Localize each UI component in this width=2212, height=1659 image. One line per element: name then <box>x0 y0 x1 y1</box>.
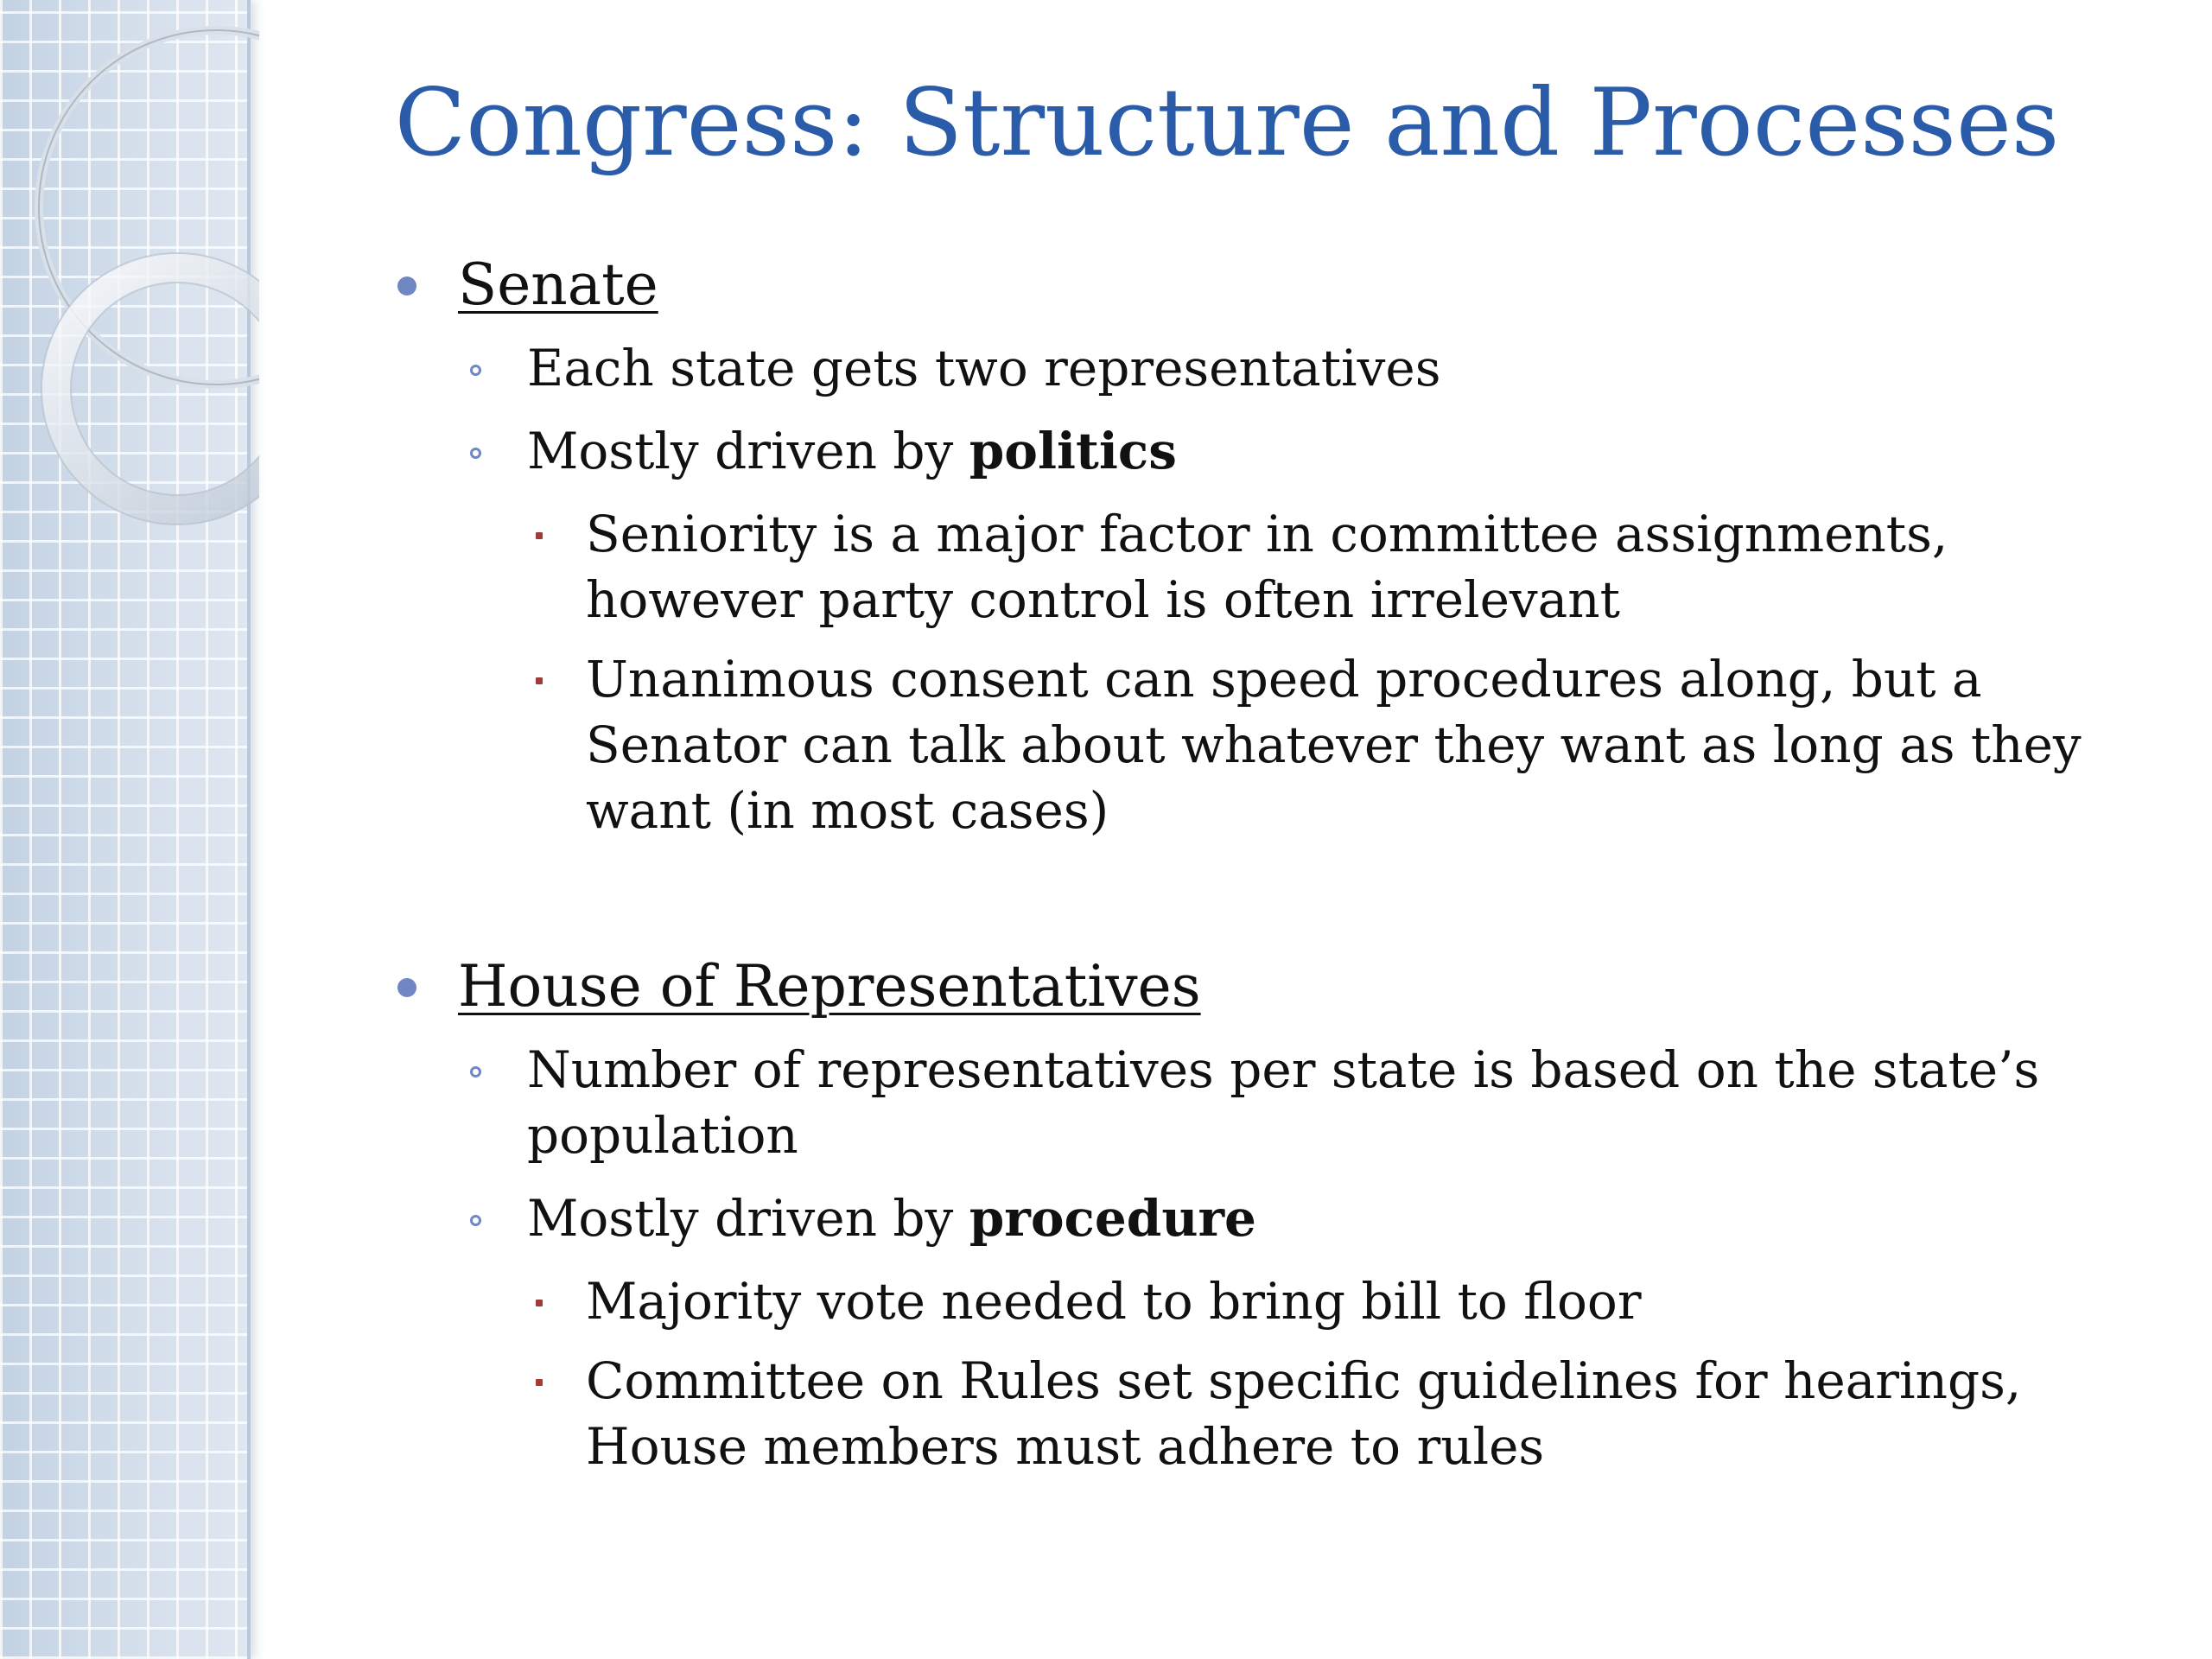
bullet-dot-icon <box>397 276 416 296</box>
square-bullet-icon <box>536 532 543 539</box>
ring-bullet-icon <box>470 448 481 459</box>
slide-body <box>380 251 2126 1493</box>
slide-title: Congress: Structure and Processes <box>394 69 2060 177</box>
sub-list-item: Seniority is a major factor in committee assignments, however party control is often irrelevant <box>380 501 2126 632</box>
section-spacer <box>380 857 2126 952</box>
sub-list-item: Majority vote needed to bring bill to floor <box>380 1268 2126 1334</box>
section-heading-house: House of Representatives <box>380 952 2126 1021</box>
list-item: Number of representatives per state is based on the state’s population <box>380 1037 2126 1168</box>
section-heading-senate: Senate <box>380 251 2126 320</box>
list-item: Mostly driven by politics <box>380 418 2126 484</box>
decorative-rings-graphic <box>0 0 259 553</box>
square-bullet-icon <box>536 1300 543 1306</box>
list-item: Mostly driven by procedure <box>380 1185 2126 1251</box>
ring-bullet-icon <box>470 365 481 376</box>
square-bullet-icon <box>536 1379 543 1386</box>
square-bullet-icon <box>536 677 543 684</box>
list-item: Each state gets two representatives <box>380 335 2126 401</box>
ring-bullet-icon <box>470 1215 481 1226</box>
ring-bullet-icon <box>470 1066 481 1077</box>
sub-list-item: Unanimous consent can speed procedures along, but a Senator can talk about whatever they want as long as they want (in most cases) <box>380 646 2126 843</box>
sub-list-item: Committee on Rules set specific guidelines for hearings, House members must adhere to rules <box>380 1348 2126 1479</box>
bullet-dot-icon <box>397 978 416 997</box>
